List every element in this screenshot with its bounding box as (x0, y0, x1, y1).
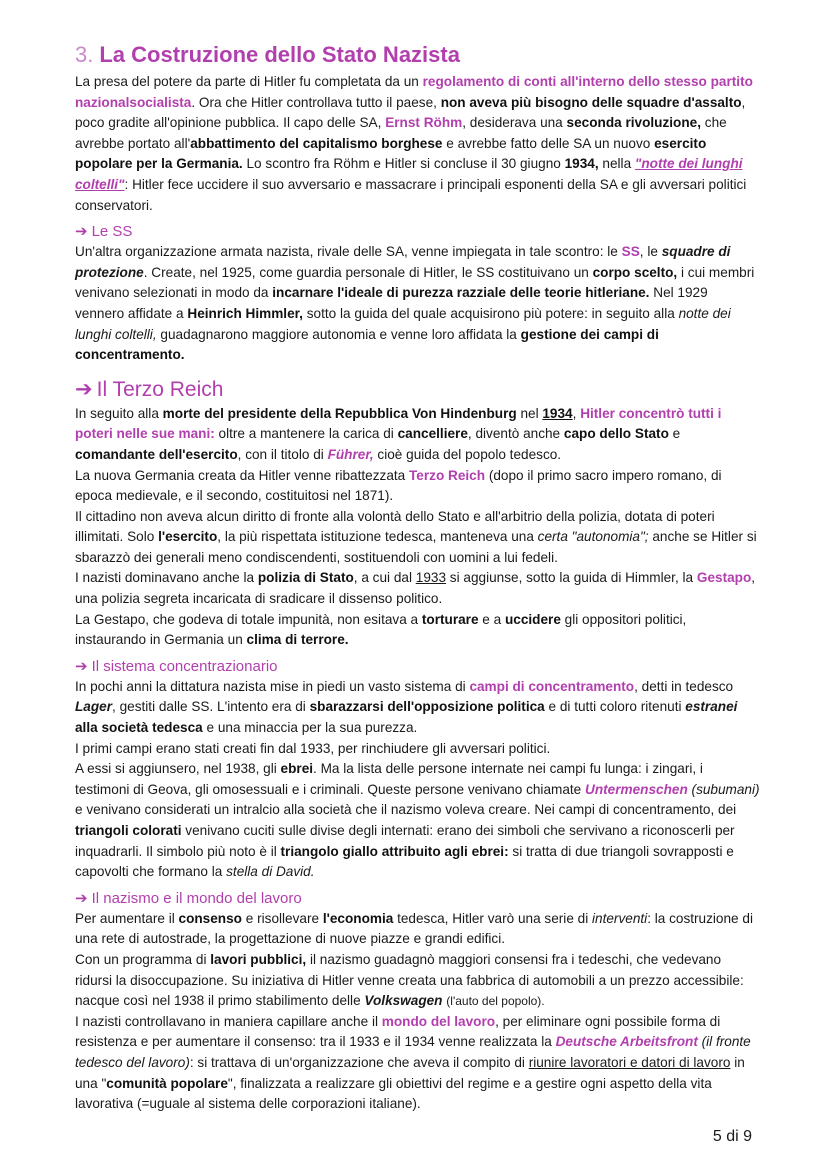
highlight: Terzo Reich (409, 467, 486, 483)
section-heading (75, 40, 760, 70)
text: Un'altra organizzazione armata nazista, rivale delle SA, venne impiegata in tale scontro: le (75, 244, 622, 260)
bold-text: uccidere (504, 611, 561, 627)
page-number: 5 di 9 (712, 1128, 752, 1145)
highlight-italic: Untermenschen (585, 781, 688, 797)
bold-text: comandante dell'esercito (75, 446, 238, 462)
bold-text: alla società tedesca (75, 720, 203, 736)
text: I nazisti dominavano anche la (75, 570, 258, 586)
arrow-icon: ➔ (75, 657, 88, 675)
subheading-title: Il nazismo e il mondo del lavoro (91, 889, 302, 907)
text: tedesca, Hitler varò una serie di (393, 910, 593, 926)
bold-text: 1934, (564, 156, 599, 172)
bold-text: lavori pubblici, (210, 951, 307, 967)
text: sotto la guida del quale acquisirono più potere: in seguito alla (302, 305, 679, 321)
paragraph-intro (75, 72, 760, 216)
text: , desiderava una (462, 115, 567, 131)
paragraph-ss (75, 242, 760, 366)
text: , gestiti dalle SS. L'intento era di (112, 699, 310, 715)
highlight: SS (621, 244, 640, 260)
bold-text: l'economia (322, 910, 394, 926)
highlight: mondo del lavoro (381, 1013, 496, 1029)
section-number: 3. (75, 42, 94, 67)
subheading-title: Il Terzo Reich (96, 377, 224, 401)
highlight: campi di concentramento (469, 678, 635, 694)
text: e una minaccia per la sua purezza. (202, 720, 418, 736)
text: in una " (75, 1054, 745, 1091)
text: . Create, nel 1925, come guardia personale di Hitler, le SS costituivano un (143, 264, 593, 280)
paragraph-work-1 (75, 909, 760, 950)
subheading-title: Le SS (91, 223, 133, 241)
bold-text: esercito popolare per la Germania. (75, 135, 707, 172)
underlined-text: 1933 (415, 570, 447, 586)
text: , per eliminare ogni possibile forma di resistenza e per aumentare il consenso: tra il 1933 e il 1934 venne realizzata la (75, 1013, 721, 1050)
text: , diventò anche (467, 426, 564, 442)
bold-text: comunità popolare (106, 1075, 228, 1091)
arrow-icon: ➔ (75, 889, 88, 907)
bold-text: morte del presidente della Repubblica Von Hindenburg (162, 405, 517, 421)
text: Con un programma di (75, 951, 211, 967)
text: anche se Hitler si sbarazzò dei generali meno condiscendenti, sostituendoli con uomini a lui fedeli. (75, 529, 757, 565)
underlined-bold: 1934 (542, 405, 573, 421)
subheading-title: Il sistema concentrazionario (91, 657, 278, 675)
text: , detti in tedesco (634, 678, 734, 694)
bold-text: ebrei (280, 761, 314, 777)
text: . Ora che Hitler controllava tutto il paese, (191, 94, 441, 110)
text: : la costruzione di una rete di autostrade, la progettazione di nuove piazze e grandi edifici. (75, 910, 753, 947)
paragraph-camps-2: I primi campi erano stati creati fin dal 1933, per rinchiudere gli avversari politici. (75, 740, 551, 756)
text: , a cui dal (353, 570, 416, 586)
paragraph-reich-1 (75, 404, 760, 466)
bold-text: clima di terrore. (246, 632, 349, 648)
italic-text: stella di David. (226, 864, 315, 880)
paragraph-camps-1 (75, 677, 760, 739)
text: Nel 1929 vennero affidate a (75, 285, 708, 321)
bold-text: sbarazzarsi dell'opposizione politica (309, 699, 545, 715)
highlight: Hitler concentrò tutti i poteri nelle sue mani: (75, 405, 722, 442)
italic-text: (subumani) (691, 781, 760, 797)
text: si aggiunse, sotto la guida di Himmler, la (446, 570, 697, 586)
text: Per aumentare il (75, 910, 179, 926)
bold-text: triangolo giallo attribuito agli ebrei: (280, 843, 509, 859)
text: A essi si aggiunsero, nel 1938, gli (75, 761, 281, 777)
text: Lo scontro fra Röhm e Hitler si concluse il 30 giugno (242, 156, 565, 172)
text: , la più rispettata istituzione tedesca, manteneva una (217, 529, 538, 545)
paragraph-work-3 (75, 1012, 760, 1115)
text: e (668, 426, 681, 442)
subheading-reich (75, 376, 760, 404)
text: cioè guida del popolo tedesco. (373, 446, 562, 462)
subheading-camps (75, 657, 760, 677)
text: ", finalizzata a realizzare gli obiettivi del regime e a gestire ogni aspetto della vita lavorativa (=uguale al sistema delle corporazioni italiane). (75, 1075, 712, 1112)
highlight-italic: "notte dei lunghi coltelli" (75, 156, 743, 192)
bold-text: non aveva più bisogno delle squadre d'assalto (440, 94, 742, 110)
text: nella (598, 156, 635, 172)
italic-bold: Volkswagen (364, 993, 443, 1009)
bold-text: l'esercito (158, 529, 218, 545)
text: Il cittadino non aveva alcun diritto di fronte alla volontà dello Stato e all'arbitrio della polizia, dotata di poteri illimitati. Solo (75, 508, 715, 545)
italic-bold: squadre di protezione (75, 244, 731, 280)
paragraph-work-2 (75, 950, 760, 1012)
highlight: regolamento di conti all'interno dello stesso partito nazionalsocialista (75, 74, 753, 110)
text: I nazisti controllavano in maniera capillare anche il (75, 1013, 382, 1029)
text: : Hitler fece uccidere il suo avversario e massacrare i principali esponenti della SA e gli avversari politici conservatori. (75, 176, 747, 213)
bold-text: torturare (421, 611, 479, 627)
text: gli oppositori politici, instaurando in Germania un (75, 611, 687, 648)
text: e di tutti coloro ritenuti (544, 699, 686, 715)
paragraph-reich-3 (75, 507, 760, 569)
text: , (572, 405, 581, 421)
subheading-work (75, 889, 760, 909)
text: , le (639, 244, 662, 260)
italic-text: certa "autonomia"; (537, 529, 649, 545)
text: In pochi anni la dittatura nazista mise in piedi un vasto sistema di (75, 678, 470, 694)
text: e risollevare (241, 910, 323, 926)
small-text: (l'auto del popolo). (446, 994, 545, 1009)
bold-text: incarnare l'ideale di purezza razziale delle teorie hitleriane. (272, 285, 650, 301)
bold-text: capo dello Stato (563, 426, 669, 442)
text: . Ma la lista delle persone internate nei campi fu lunga: i zingari, i testimoni di Geova, gli omosessuali e i criminali. Queste persone venivano chiamate (75, 761, 703, 797)
bold-text: cancelliere (397, 426, 468, 442)
bold-text: gestione dei campi di concentramento. (75, 326, 659, 363)
document-page (75, 40, 760, 1115)
text: venivano cuciti sulle divise degli internati: erano dei simboli che servivano a riconoscerli per inquadrarli. Il simbolo più noto è il (75, 823, 735, 859)
paragraph-reich-5 (75, 610, 760, 651)
text: (dopo il primo sacro impero romano, di epoca medievale, e il secondo, costituitosi nel 1871). (75, 467, 722, 504)
text: e avrebbe fatto delle SA un nuovo (442, 135, 655, 151)
section-title: La Costruzione dello Stato Nazista (99, 42, 460, 67)
text: il nazismo guadagnò maggiori consensi fra i tedeschi, che vedevano ridursi la disoccupazione. Su iniziativa di Hitler venne creata una fabbrica di automobili a un prezzo accessibile: nacque così nel 1938 il primo stabilimento delle (75, 951, 744, 1009)
paragraph-reich-4 (75, 568, 760, 609)
paragraph-camps-3 (75, 759, 760, 883)
text: i cui membri venivano selezionati in modo da (75, 264, 755, 301)
text: , poco gradite all'opinione pubblica. Il capo delle SA, (75, 94, 746, 131)
text: si tratta di due triangoli sovrapposti e capovolti che formano la (75, 843, 734, 880)
text: oltre a mantenere la carica di (214, 426, 398, 442)
highlight-italic: Führer, (327, 446, 374, 462)
bold-text: triangoli colorati (75, 823, 182, 838)
highlight-italic: Deutsche Arbeitsfront (555, 1034, 698, 1050)
arrow-icon: ➔ (75, 377, 93, 401)
highlight: Gestapo (696, 570, 752, 586)
text: : si trattava di un'organizzazione che aveva il compito di (189, 1054, 529, 1070)
text: guadagnarono maggiore autonomia e venne loro affidata la (156, 326, 521, 342)
bold-text: consenso (178, 910, 242, 926)
text: e venivano considerati un intralcio alla società che il nazismo voleva creare. Nei campi di concentramento, dei (75, 802, 737, 818)
text: , con il titolo di (237, 446, 328, 462)
text: nel (516, 405, 543, 421)
paragraph-reich-2 (75, 466, 760, 507)
text: che avrebbe portato all' (75, 115, 727, 151)
text: La nuova Germania creata da Hitler venne ribattezzata (75, 467, 409, 483)
bold-text: Heinrich Himmler, (187, 305, 303, 321)
subheading-ss (75, 222, 760, 242)
bold-text: corpo scelto, (592, 264, 678, 280)
italic-text: notte dei lunghi coltelli, (75, 305, 731, 342)
bold-text: seconda rivoluzione, (566, 115, 701, 131)
text: In seguito alla (75, 405, 163, 421)
text: , una polizia segreta incaricata di sradicare il dissenso politico. (75, 570, 756, 607)
text: e a (478, 611, 505, 627)
italic-text: interventi (592, 910, 648, 926)
italic-bold: Lager (75, 699, 113, 715)
arrow-icon: ➔ (75, 223, 88, 241)
highlight: Ernst Röhm (385, 115, 463, 131)
text: La presa del potere da parte di Hitler fu completata da un (75, 74, 423, 89)
bold-text: abbattimento del capitalismo borghese (190, 135, 443, 151)
text: La Gestapo, che godeva di totale impunità, non esitava a (75, 611, 422, 627)
italic-bold: estranei (685, 699, 738, 715)
bold-text: polizia di Stato (257, 570, 354, 586)
underlined-text: riunire lavoratori e datori di lavoro (528, 1054, 731, 1070)
italic-text: (il fronte tedesco del lavoro) (75, 1034, 751, 1070)
